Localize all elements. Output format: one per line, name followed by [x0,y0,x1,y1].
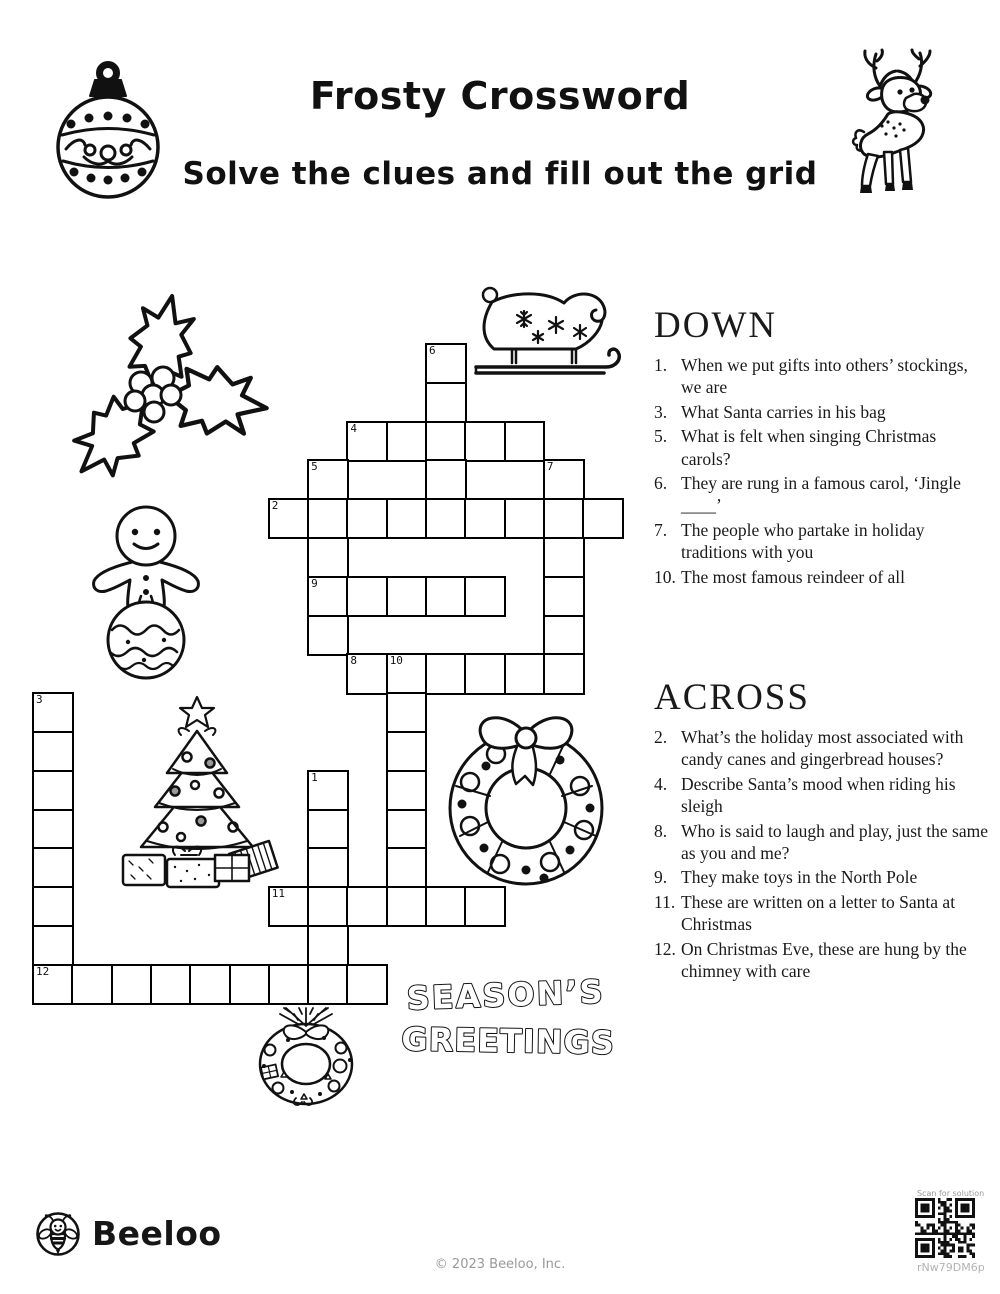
cell-number: 12 [36,964,50,978]
crossword-cell[interactable] [543,537,585,578]
cell-number: 4 [350,421,358,435]
clue-text: On Christmas Eve, these are hung by the chimney with care [681,938,967,981]
crossword-cell[interactable] [32,964,74,1005]
crossword-cell[interactable] [32,847,74,888]
wreath-icon [432,696,617,894]
clue-item [654,891,988,936]
clue-number: 6. [654,472,668,493]
crossword-cell[interactable] [32,692,74,733]
clue-item [654,726,988,771]
clue-item [654,773,988,818]
crossword-cell[interactable] [189,964,231,1005]
crossword-cell[interactable] [268,498,310,539]
cell-number: 3 [36,693,43,707]
clue-number: 12. [654,938,676,959]
clue-text: Describe Santa’s mood when riding his sleigh [681,773,956,817]
crossword-cell[interactable] [346,886,388,927]
crossword-cell[interactable] [543,653,585,694]
clue-item [654,938,988,983]
clue-item [654,354,988,399]
crossword-cell[interactable] [346,653,388,694]
crossword-cell[interactable] [307,615,349,656]
crossword-cell[interactable] [543,615,585,656]
crossword-cell[interactable] [268,886,310,927]
clue-item [654,401,988,423]
cell-number: 9 [311,576,318,590]
crossword-cell[interactable] [386,731,428,772]
crossword-cell[interactable] [425,421,467,462]
cell-number: 1 [311,770,318,784]
cell-number: 8 [350,654,358,668]
crossword-cell[interactable] [307,809,349,850]
crossword-cell[interactable] [150,964,192,1005]
clue-number: 10. [654,566,676,587]
small-wreath-icon [240,1002,372,1110]
crossword-cell[interactable] [32,886,74,927]
crossword-cell[interactable] [582,498,624,539]
clue-number: 1. [654,355,668,375]
clue-item [654,519,988,564]
crossword-cell[interactable] [386,847,428,888]
crossword-cell[interactable] [307,576,349,617]
cell-number: 7 [546,460,554,474]
seasons-line2: GREETINGS [401,1020,616,1062]
cell-number: 6 [429,344,436,357]
beeloo-wordmark: Beeloo [92,1214,222,1253]
crossword-cell[interactable] [386,653,428,694]
cell-number: 2 [271,499,279,513]
seasons-line1: SEASON’S [406,972,606,1018]
clue-number: 11. [654,891,676,912]
crossword-cell[interactable] [425,459,467,500]
clue-text: They make toys in the North Pole [681,867,918,888]
down-heading: DOWN [654,305,778,346]
holly-icon [38,288,296,483]
crossword-cell[interactable] [504,653,546,694]
clue-text: They are rung in a famous carol, ‘Jingle ____’ [681,472,961,516]
crossword-cell[interactable] [464,498,506,539]
crossword-cell[interactable] [307,886,349,927]
christmas-tree-icon [115,695,280,893]
crossword-cell[interactable] [464,886,506,927]
across-heading: ACROSS [654,677,810,718]
crossword-cell[interactable] [71,964,113,1005]
crossword-cell[interactable] [111,964,153,1005]
clue-text: What Santa carries in his bag [681,401,886,422]
crossword-cell[interactable] [464,653,506,694]
crossword-cell[interactable] [464,576,506,617]
crossword-cell[interactable] [386,809,428,850]
clue-text: Who is said to laugh and play, just the same as you and me? [681,820,989,863]
clue-text: The most famous reindeer of all [681,566,906,587]
down-clue-list [654,354,988,588]
crossword-cell[interactable] [386,421,428,462]
crossword-cell[interactable] [386,498,428,539]
down-clues-section [654,304,988,590]
reindeer-icon [838,48,956,196]
clue-text: What’s the holiday most associated with candy canes and gingerbread houses? [681,727,964,770]
crossword-cell[interactable] [543,576,585,617]
crossword-cell[interactable] [425,653,467,694]
crossword-cell[interactable] [346,964,388,1005]
crossword-cell[interactable] [386,886,428,927]
qr-code-id: rNw79DM6p [917,1261,985,1274]
crossword-cell[interactable] [543,459,585,500]
crossword-cell[interactable] [504,498,546,539]
clue-text: When we put gifts into others’ stockings, we are [681,355,968,398]
across-clue-list [654,726,988,982]
clue-item [654,472,988,517]
clue-number: 4. [654,773,668,794]
crossword-cell[interactable] [307,498,349,539]
crossword-cell[interactable] [32,809,74,850]
crossword-cell[interactable] [268,964,310,1005]
cell-number: 10 [389,654,403,668]
qr-caption: Scan for solution [917,1189,985,1198]
clue-item [654,425,988,470]
beeloo-bee-logo-icon [35,1211,81,1257]
clue-number: 9. [654,867,668,888]
crossword-cell[interactable] [307,847,349,888]
crossword-cell[interactable] [425,576,467,617]
gingerbread-man-icon [88,500,204,680]
clue-item [654,566,988,588]
sleigh-icon [468,283,633,418]
crossword-cell[interactable] [346,576,388,617]
cell-number: 5 [311,460,318,474]
clue-text: These are written on a letter to Santa at Christmas [681,891,956,935]
crossword-cell[interactable] [307,770,349,811]
copyright-text: © 2023 Beeloo, Inc. [434,1257,566,1272]
crossword-cell[interactable] [307,925,349,966]
crossword-cell[interactable] [464,421,506,462]
clue-number: 5. [654,426,668,447]
crossword-cell[interactable] [307,964,349,1005]
clue-text: The people who partake in holiday traditions with you [681,519,925,563]
clue-number: 2. [654,727,668,747]
crossword-cell[interactable] [425,886,467,927]
qr-code [915,1198,975,1258]
crossword-cell[interactable] [346,498,388,539]
clue-number: 3. [654,401,668,422]
page-title: Frosty Crossword [309,74,691,118]
crossword-cell[interactable] [425,382,467,423]
crossword-cell[interactable] [425,498,467,539]
crossword-cell[interactable] [32,770,74,811]
crossword-cell[interactable] [386,576,428,617]
clue-number: 8. [654,820,668,841]
ornament-icon [54,58,162,200]
page-subtitle: Solve the clues and fill out the grid [182,156,818,192]
clue-item [654,820,988,865]
crossword-cell[interactable] [386,770,428,811]
crossword-cell[interactable] [543,498,585,539]
seasons-greetings-art [398,970,618,1070]
crossword-cell[interactable] [32,925,74,966]
crossword-cell[interactable] [32,731,74,772]
clue-number: 7. [654,519,668,540]
crossword-cell[interactable] [307,459,349,500]
crossword-cell[interactable] [229,964,271,1005]
clue-text: What is felt when singing Christmas carols? [681,426,937,469]
crossword-cell[interactable] [346,421,388,462]
crossword-cell[interactable] [386,692,428,733]
crossword-cell[interactable] [504,421,546,462]
cell-number: 11 [271,887,286,901]
crossword-cell[interactable] [307,537,349,578]
clue-item [654,866,988,888]
across-clues-section [654,676,988,984]
crossword-cell[interactable] [425,343,467,384]
